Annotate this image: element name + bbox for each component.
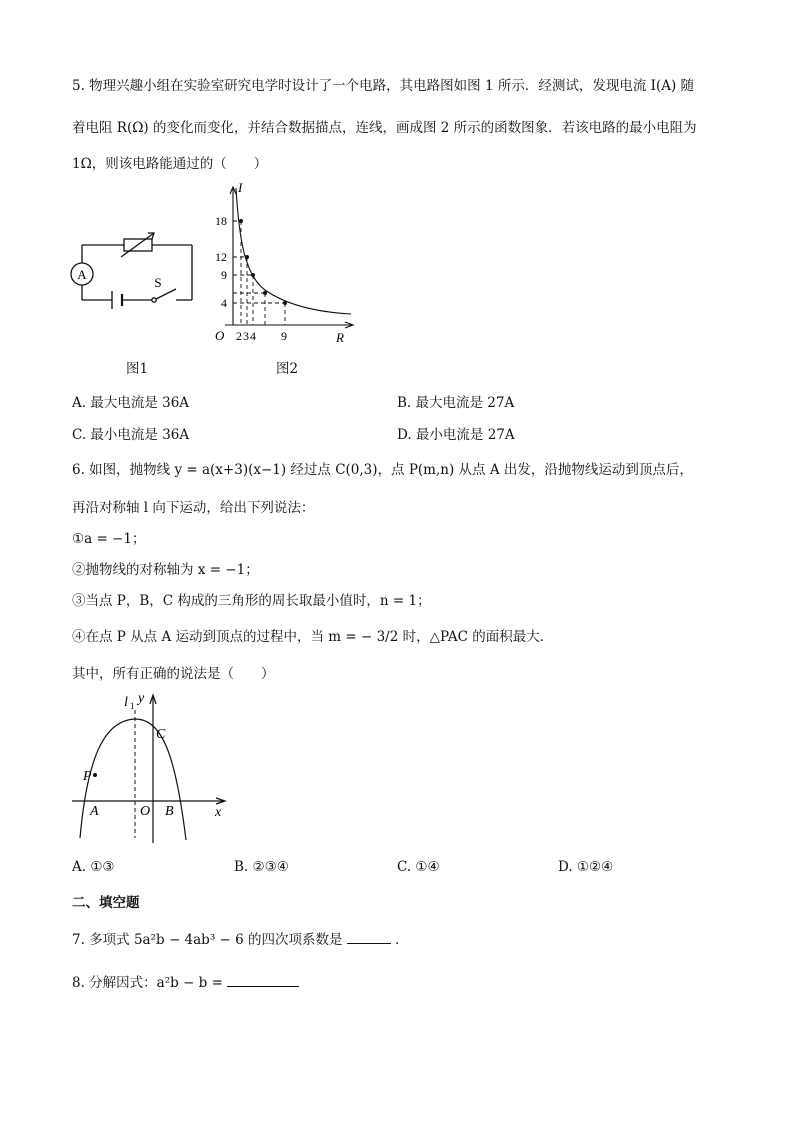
q6-option-d[interactable]: D. ①②④ [558, 859, 614, 875]
q5-option-c[interactable]: C. 最小电流是 36A [72, 427, 190, 443]
fig2-caption: 图2 [276, 361, 299, 377]
section-title: 二、填空题 [72, 895, 140, 911]
point-p [93, 773, 97, 777]
label-l-sub: 1 [130, 701, 135, 711]
ammeter-label: A [77, 267, 87, 282]
q6-statement-2: ②抛物线的对称轴为 x = −1； [72, 562, 259, 578]
q6-statement-4: ④在点 P 从点 A 运动到顶点的过程中，当 m = − 3/2 时，△PAC 的面积最大． [72, 629, 554, 645]
label-b: B [165, 804, 174, 819]
label-l: l [124, 695, 128, 710]
switch-label: S [154, 275, 162, 290]
graph-origin: O [215, 328, 225, 343]
inverse-curve [236, 188, 351, 314]
graph-x-label: R [336, 330, 344, 345]
q7-text: 7. 多项式 5a²b − 4ab³ − 6 的四次项系数是 [72, 932, 343, 948]
xtick-4: 4 [250, 329, 256, 343]
q5-line3: 1Ω，则该电路能通过的（ ） [72, 156, 268, 172]
label-o: O [140, 804, 151, 819]
q5-option-a[interactable]: A. 最大电流是 36A [72, 395, 190, 411]
xtick-2: 2 [236, 329, 242, 343]
q6-parabola-figure [68, 688, 238, 848]
q7-answer-blank[interactable] [347, 929, 391, 944]
q8-text: 8. 分解因式：a²b − b = [72, 975, 223, 991]
q6-option-b[interactable]: B. ②③④ [234, 859, 289, 875]
q6-line2: 再沿对称轴 l 向下运动，给出下列说法： [72, 500, 315, 516]
q6-option-c[interactable]: C. ①④ [397, 859, 440, 875]
fig1-caption: 图1 [126, 361, 149, 377]
label-p: P [83, 769, 92, 784]
q5-line2: 着电阻 R(Ω) 的变化而变化，并结合数据描点，连线，画成图 2 所示的函数图象．若该电路的最小电阻为 [72, 120, 697, 136]
label-y: y [138, 691, 145, 706]
ytick-12: 12 [215, 250, 227, 264]
q6-option-a[interactable]: A. ①③ [72, 859, 115, 875]
q5-circuit-figure [66, 205, 206, 325]
q7-end: ． [395, 932, 409, 948]
q5-graph-figure [205, 180, 365, 350]
switch-contact-left [152, 298, 156, 302]
q5-option-d[interactable]: D. 最小电流是 27A [397, 427, 515, 443]
label-c: C [156, 727, 166, 742]
graph-y-label: I [238, 180, 243, 195]
q6-question: 其中，所有正确的说法是（ ） [72, 666, 275, 682]
q6-line1: 6. 如图，抛物线 y = a(x+3)(x−1) 经过点 C(0,3)，点 P(m,n) 从点 A 出发，沿抛物线运动到顶点后， [72, 462, 693, 478]
q6-statement-3: ③当点 P，B，C 构成的三角形的周长取最小值时，n = 1； [72, 593, 431, 609]
label-a: A [90, 804, 99, 819]
switch-blade [156, 289, 176, 299]
ytick-18: 18 [215, 214, 227, 228]
q7 [72, 928, 409, 948]
xtick-3: 3 [243, 329, 249, 343]
ytick-4: 4 [221, 296, 227, 310]
label-x: x [215, 805, 222, 820]
xtick-9: 9 [281, 329, 287, 343]
ytick-9: 9 [221, 268, 227, 282]
q6-statement-1: ①a = −1； [72, 531, 146, 547]
q5-option-b[interactable]: B. 最大电流是 27A [397, 395, 515, 411]
q8-answer-blank[interactable] [227, 972, 299, 987]
parabola-curve [80, 719, 186, 840]
q5-line1: 5. 物理兴趣小组在实验室研究电学时设计了一个电路，其电路图如图 1 所示．经测试，发现电流 I(A) 随 [72, 78, 695, 94]
q8 [72, 971, 299, 991]
